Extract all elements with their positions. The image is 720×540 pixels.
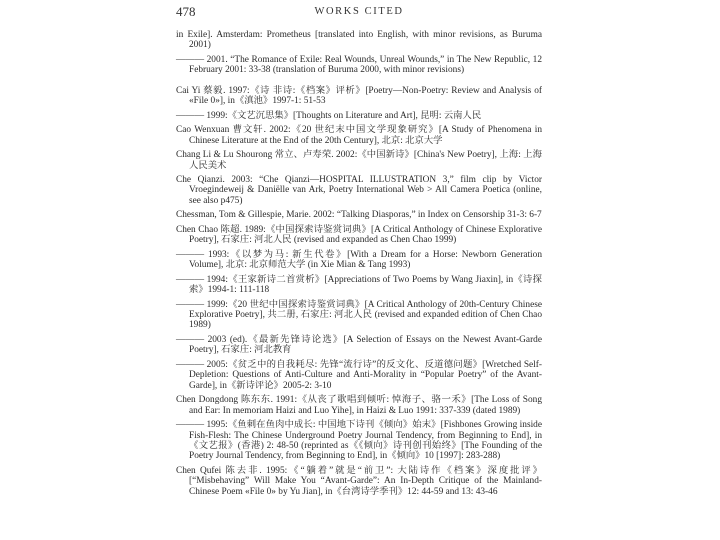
bibliography-entry: ——— 1995:《鱼刺在鱼肉中成长: 中国地下诗刊《倾向》始末》[Fishbones Growing inside Fish-Flesh: The Chinese Underground Poetry Journal Tendency, from Beginning to End], in《文艺报》(香港) 2: 48-50 (reprinted as《《倾向》诗刊创刊始终》[The Founding of the Poetry Journal Tendency, from Beginning to End], in《倾向》10 [1997]: 283-288) xyxy=(176,420,542,462)
bibliography-entry: ——— 2005:《贫乏中的自我耗尽: 先锋“流行诗”的反文化、反道德问题》[Wretched Self-Depletion: Questions of Anti-Culture and Anti-Morality in “Popular Poetry” of the Avant-Garde], in《新诗评论》2005-2: 3-10 xyxy=(176,359,542,391)
bibliography-entry: ——— 1994:《王家新诗二首赏析》[Appreciations of Two Poems by Wang Jiaxin], in《诗探索》1994-1: 111-118 xyxy=(176,274,542,296)
bibliography-entry: Chen Dongdong 陈东东. 1991:《从丧了歌唱到倾听: 悼海子、骆一禾》[The Loss of Song and Ear: In memoriam Haizi and Luo Yihe], in Haizi & Luo 1991: 337-339 (dated 1989) xyxy=(176,395,542,416)
running-head xyxy=(176,4,542,22)
bibliography-entry: Chang Li & Lu Shourong 常立、卢寿荣. 2002:《中国新诗》[China's New Poetry], 上海: 上海人民美术 xyxy=(176,150,542,171)
bibliography-entry: ——— 1999:《20 世纪中国探索诗鉴赏词典》[A Critical Anthology of 20th-Century Chinese Explorative Poetry], 共二册, 石家庄: 河北人民 (revised and expanded edition of Chen Chao 1989) xyxy=(176,299,542,331)
bibliography-entry: ——— 1999:《文艺沉思集》[Thoughts on Literature and Art], 昆明: 云南人民 xyxy=(176,110,482,121)
bibliography-entry: ——— 1993:《以梦为马: 新生代卷》[With a Dream for a Horse: Newborn Generation Volume], 北京: 北京师范大学 (in Xie Mian & Tang 1993) xyxy=(176,249,542,271)
bibliography-entry: Chessman, Tom & Gillespie, Marie. 2002: “Talking Diasporas,” in Index on Censorship 31-3: 6-7 xyxy=(176,210,542,221)
bibliography-entry: Che Qianzi. 2003: “Che Qianzi—HOSPITAL ILLUSTRATION 3,” film clip by Victor Vroegindeweij & Daniëlle van Ark, Poetry International Web > All Camera Poetica (online, see also p475) xyxy=(176,174,542,206)
bibliography-entry: in Exile]. Amsterdam: Prometheus [translated into English, with minor revisions, as Buruma 2001) xyxy=(176,30,542,51)
bibliography-entry: ——— 2003 (ed).《最新先锋诗论选》[A Selection of Essays on the Newest Avant-Garde Poetry], 石家庄: 河北教育 xyxy=(176,334,542,356)
bibliography-list xyxy=(176,30,542,501)
bibliography-entry: Chen Chao 陈超. 1989:《中国探索诗鉴赏词典》[A Critical Anthology of Chinese Explorative Poetry], 石家庄: 河北人民 (revised and expanded as Chen Chao 1999) xyxy=(176,224,542,246)
page-number: 478 xyxy=(176,4,196,19)
bibliography-entry: Cao Wenxuan 曹文轩. 2002:《20 世纪末中国文学现象研究》[A Study of Phenomena in Chinese Literature at the End of the 20th Century], 北京: 北京大学 xyxy=(176,125,542,146)
bibliography-entry: Cai Yi 蔡毅. 1997:《诗 非诗:《档案》评析》[Poetry—Non-Poetry: Review and Analysis of «File 0»], in《滇池》1997-1: 51-53 xyxy=(176,85,542,107)
running-head-title: WORKS CITED xyxy=(314,6,404,17)
bibliography-entry: ——— 2001. “The Romance of Exile: Real Wounds, Unreal Wounds,” in The New Republic, 12 February 2001: 33-38 (translation of Buruma 2000, with minor revisions) xyxy=(176,54,542,76)
bibliography-entry: Chen Qufei 陈去非. 1995:《“躺着”就是“前卫”: 大陆诗作《档案》深度批评》[“Misbehaving” Will Make You “Avant-Garde”: An In-Depth Critique of the Mainland-Chinese Poem «File 0» by Yu Jian], in《台湾诗学季刊》12: 44-59 and 13: 43-46 xyxy=(176,465,542,497)
